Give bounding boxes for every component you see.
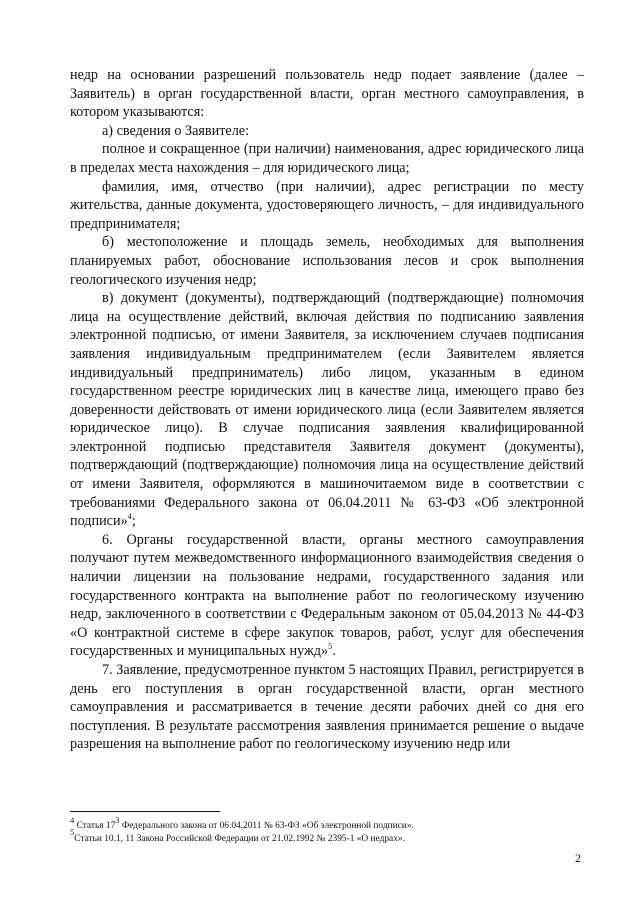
intro-paragraph: недр на основании разрешений пользователь недр подает заявление (далее – Заявитель) в орган государственной власти, орган местного самоуправления, в котором указываются: xyxy=(70,67,584,121)
item-a-individual-entrepreneur: фамилия, имя, отчество (при наличии), адрес регистрации по месту жительства, данные документа, удостоверяющего личность, – для индивидуального предпринимателя; xyxy=(70,178,584,232)
footnote-5 xyxy=(70,827,590,846)
item-a-heading: а) сведения о Заявителе: xyxy=(102,122,250,139)
paragraph-6 xyxy=(70,531,584,661)
main-text xyxy=(70,66,584,754)
item-c-text: в) документ (документы), подтверждающий (подтверждающие) полномочия лица на осуществление действий, включая действия по подписанию заявления электронной подписью, от имени Заявителя, за исключением случаев подписания заявления индивидуальным предпринимателем (если Заявителем является индивидуальный предприниматель) либо лицом, указанным в едином государственном реестре юридических лиц в качестве лица, имеющего право без доверенности действовать от имени юридического лица (если Заявителем является юридическое лицо). В случае подписания заявления квалифицированной электронной подписью представителя Заявителя документ (документы), подтверждающий (подтверждающие) полномочия лица на осуществление действий от имени Заявителя, оформляются в машиночитаемом виде в соответствии с требованиями Федерального закона от 06.04.2011 № 63-ФЗ «Об электронной подписи» xyxy=(70,290,584,530)
paragraph-6-end: . xyxy=(332,643,336,660)
item-b-paragraph: б) местоположение и площадь земель, необходимых для выполнения планируемых работ, обоснование использования лесов и срок выполнения геологического изучения недр; xyxy=(70,234,584,288)
footnotes xyxy=(70,814,590,845)
footnote-4-article-sup: 3 xyxy=(115,814,120,825)
footnote-ref-5[interactable]: 5 xyxy=(328,640,333,651)
footnote-5-text: Статьи 10.1, 11 Закона Российской Федерации от 21.02.1992 № 2395-1 «О недрах». xyxy=(74,833,405,844)
paragraph-6-text: 6. Органы государственной власти, органы местного самоуправления получают путем межведомственного информационного взаимодействия сведения о наличии лицензии на пользование недрами, государственного задания или государственного контракта на выполнение работ по геологическому изучению недр, заключенного в соответствии с Федеральным законом от 05.04.2013 № 44-ФЗ «О контрактной системе в сфере закупок товаров, работ, услуг для обеспечения государственных и муниципальных нужд» xyxy=(70,531,584,660)
footnote-5-mark: 5 xyxy=(70,827,75,838)
page-number: 2 xyxy=(575,851,581,865)
paragraph-7: 7. Заявление, предусмотренное пунктом 5 настоящих Правил, регистрируется в день его поступления в орган государственной власти, орган местного самоуправления и рассматривается в течение десяти рабочих дней со дня его поступления. В результате рассмотрения заявления принимается решение о выдаче разрешения на выполнение работ по геологическому изучению недр или xyxy=(70,662,584,753)
footnote-4 xyxy=(70,814,590,833)
footnote-4-mark: 4 xyxy=(70,814,75,825)
footnote-ref-4[interactable]: 4 xyxy=(127,510,132,521)
footnote-separator xyxy=(70,811,220,812)
item-a-legal-entity: полное и сокращенное (при наличии) наименования, адрес юридического лица в пределах места нахождения – для юридического лица; xyxy=(70,141,584,176)
footnote-4-text-start: Статья 17 xyxy=(74,821,116,831)
footnote-4-text-end: Федерального закона от 06.04.2011 № 63-ФЗ «Об электронной подписи». xyxy=(119,821,414,831)
item-c-paragraph: в) документ (документы), подтверждающий (подтверждающие) полномочия лица на осуществление действий, включая действия по подписанию заявления электронной подписью, от имени Заявителя, за исключением случаев подписания заявления индивидуальным предпринимателем (если Заявителем является индивидуальный предприниматель) либо лицом, указанным в едином государственном реестре юридических лиц в качестве лица, имеющего право без доверенности действовать от имени юридического лица (если Заявителем является юридическое лицо). В случае подписания заявления квалифицированной электронной подписью представителя Заявителя документ (документы), подтверждающий (подтверждающие) полномочия лица на осуществление действий от имени Заявителя, оформляются в машиночитаемом виде в соответствии с требованиями Федерального закона от 06.04.2011 № 63-ФЗ «Об электронной подписи»$^4$; xyxy=(70,290,584,530)
